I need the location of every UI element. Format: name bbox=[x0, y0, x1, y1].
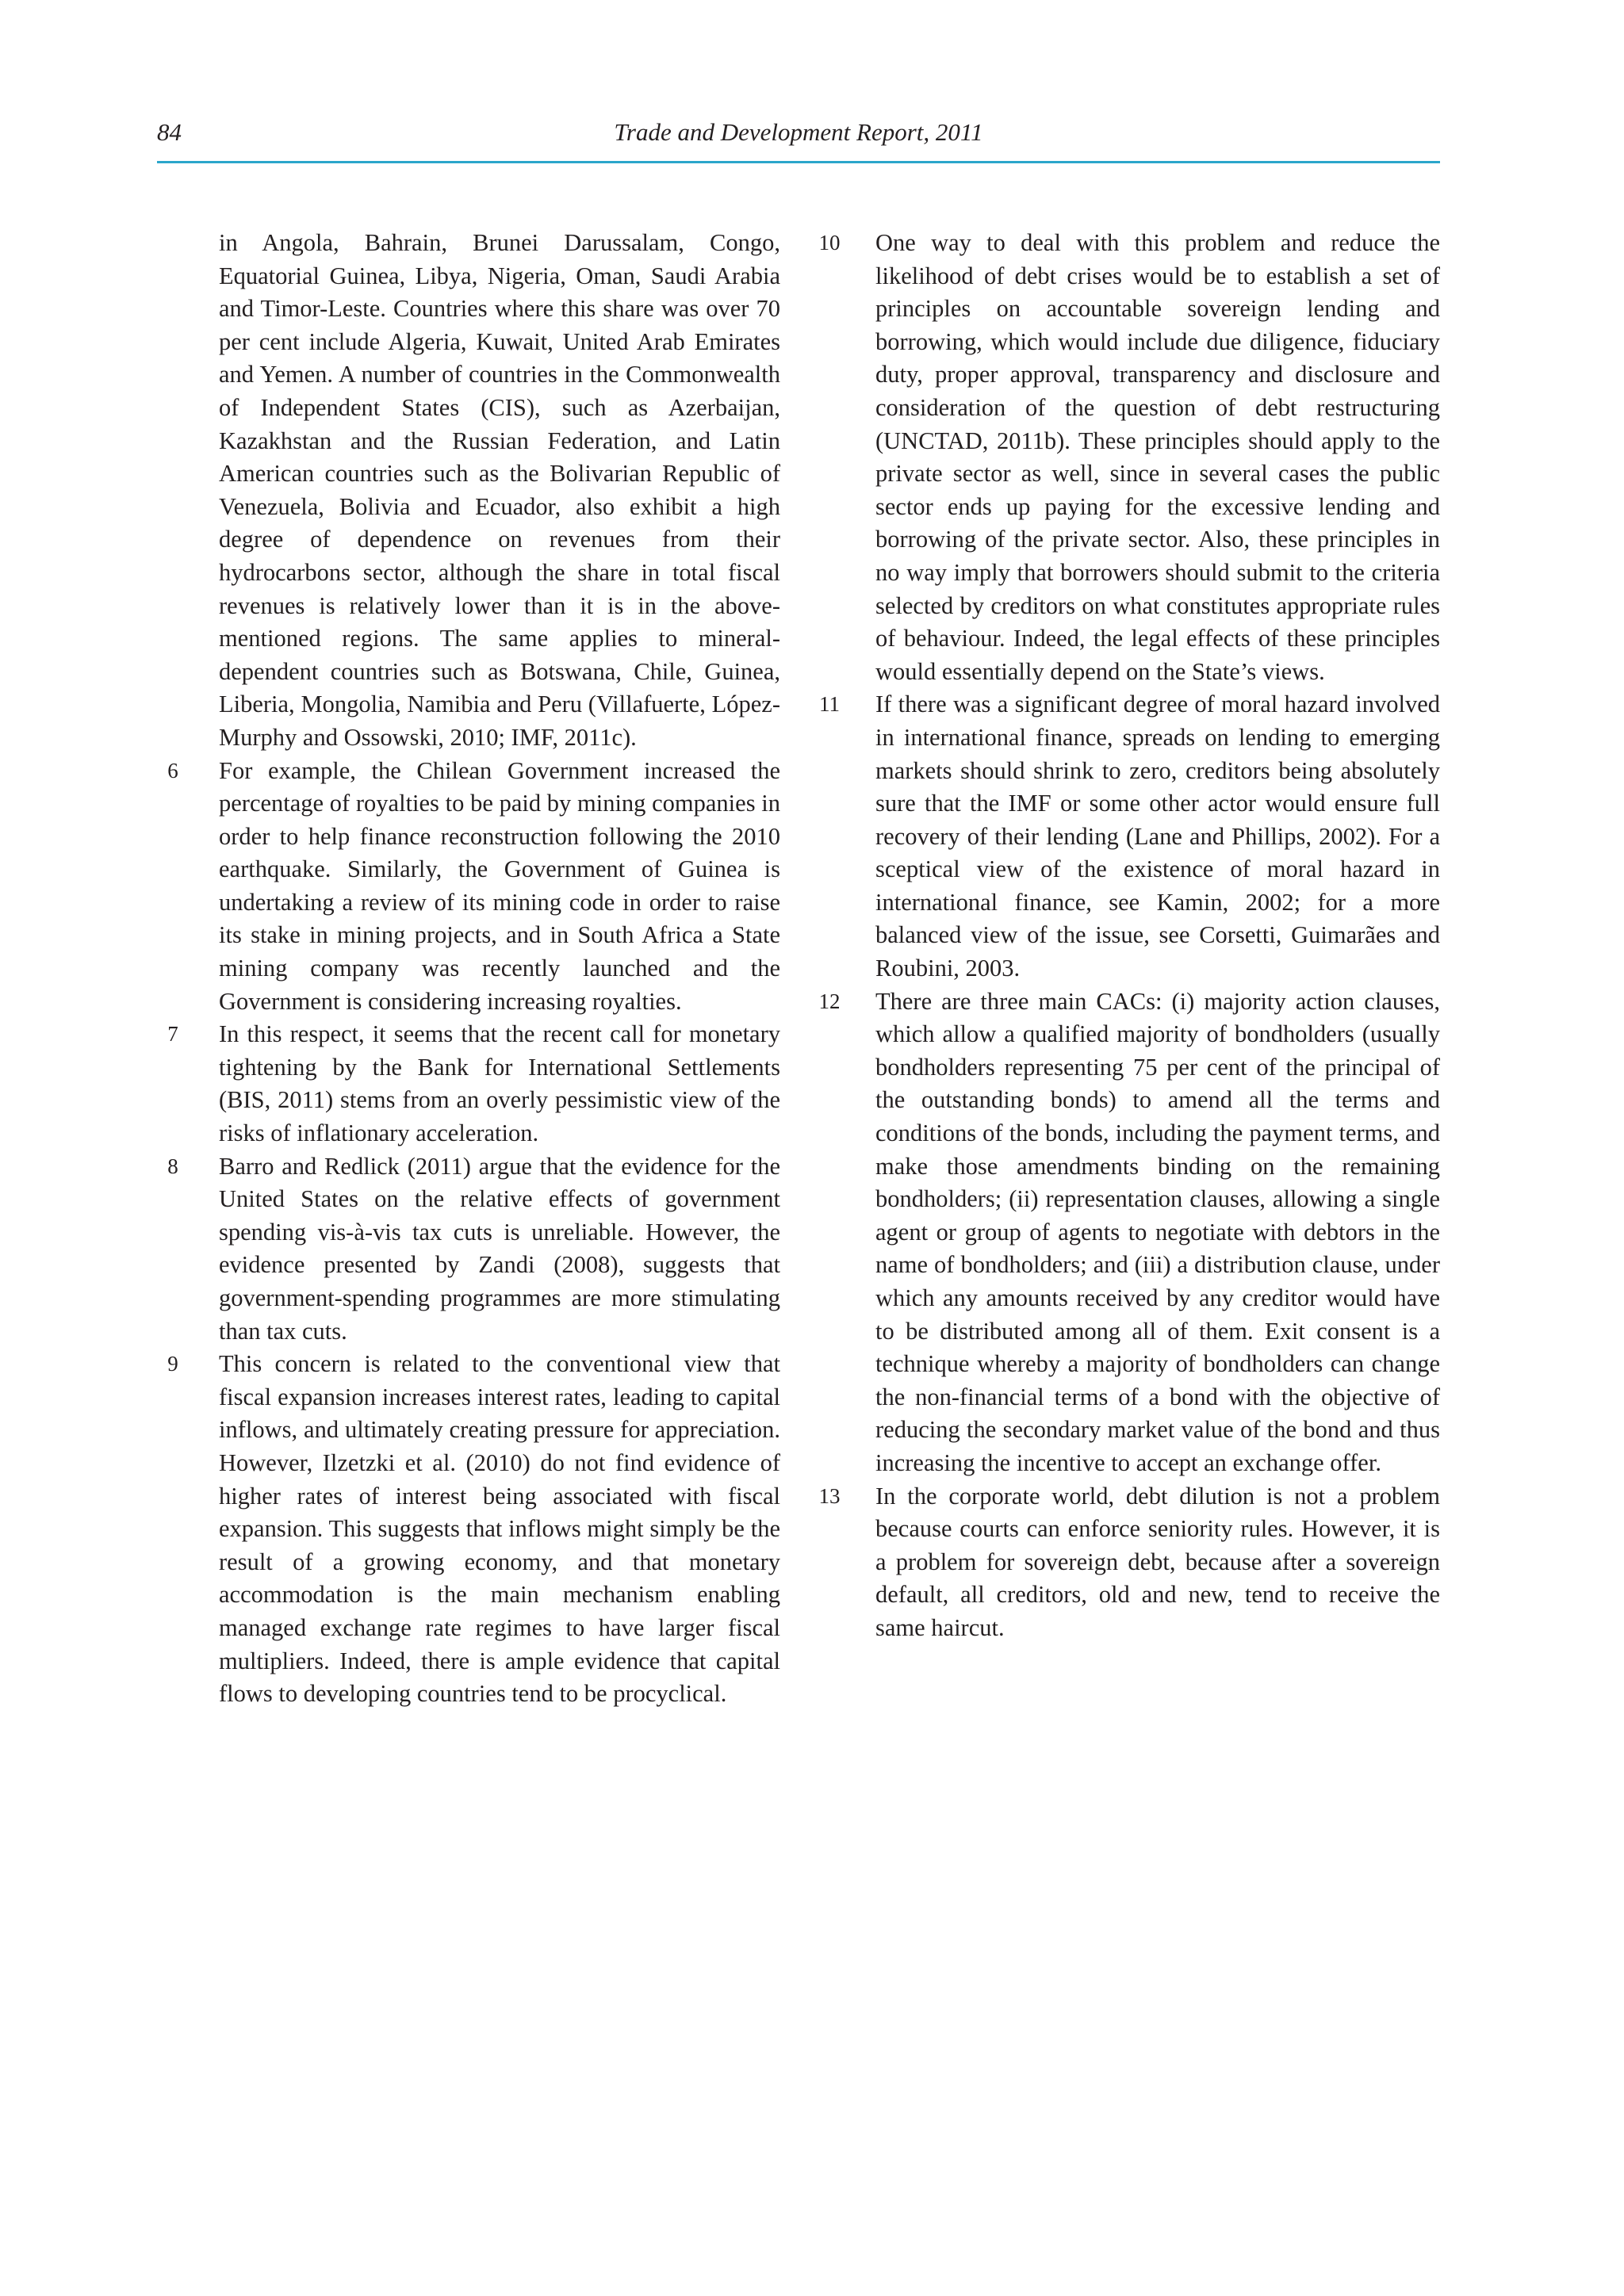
endnote-number: 11 bbox=[819, 692, 840, 717]
endnote-7 bbox=[157, 1018, 780, 1150]
endnote-10 bbox=[814, 227, 1440, 688]
endnote-number: 10 bbox=[818, 231, 841, 254]
left-column bbox=[157, 227, 780, 1711]
endnote-text: Barro and Redlick (2011) argue that the evidence for the United States on the relative effects of government spending vis-à-vis tax cuts is unreliable. However, the evidence presented by Zandi (2008), suggests that government-spending programmes are more stimulating than tax cuts. bbox=[219, 1152, 780, 1345]
endnote-11 bbox=[814, 688, 1440, 985]
endnote-number: 8 bbox=[167, 1154, 178, 1178]
endnote-number: 9 bbox=[167, 1352, 178, 1376]
endnote-text: This concern is related to the conventional view that fiscal expansion increases interest rates, leading to capital inflows, and ultimately creating pressure for appreciation. However, Ilzetzki et al. (2010) do not find evidence of higher rates of interest being associated with fiscal expansion. This suggests that inflows might simply be the result of a growing economy, and that monetary accommodation is the main mechanism enabling managed exchange rate regimes to have larger fiscal multipliers. Indeed, there is ample evidence that capital flows to developing countries tend to be procyclical. bbox=[219, 1350, 780, 1708]
endnote-number: 7 bbox=[167, 1022, 178, 1047]
endnote-text: If there was a significant degree of moral hazard involved in international finance, spreads on lending to emerging markets should shrink to zero, creditors being absolutely sure that the IMF or some other actor would ensure full recovery of their lending (Lane and Phillips, 2002). For a sceptical view of the existence of moral hazard in international finance, see Kamin, 2002; for a more balanced view of the issue, see Corsetti, Guimarães and Roubini, 2003. bbox=[875, 691, 1440, 982]
page-header bbox=[157, 113, 1440, 163]
endnote-6 bbox=[157, 755, 780, 1019]
right-column bbox=[814, 227, 1440, 1645]
endnote-8 bbox=[157, 1150, 780, 1349]
endnote-9 bbox=[157, 1348, 780, 1711]
endnote-13 bbox=[814, 1480, 1440, 1645]
endnote-text: in Angola, Bahrain, Brunei Darussalam, Congo, Equatorial Guinea, Libya, Nigeria, Oman, Saudi Arabia and Timor-Leste. Countries where this share was over 70 per cent include Algeria, Kuwait, United Arab Emirates and Yemen. A number of countries in the Commonwealth of Independent States (CIS), such as Azerbaijan, Kazakhstan and the Russian Federation, and Latin American countries such as the Bolivarian Republic of Venezuela, Bolivia and Ecuador, also exhibit a high degree of dependence on revenues from their hydrocarbons sector, although the share in total fiscal revenues is relatively lower than it is in the above-mentioned regions. The same applies to mineral-dependent countries such as Botswana, Chile, Guinea, Liberia, Mongolia, Namibia and Peru (Villafuerte, López-Murphy and Ossowski, 2010; IMF, 2011c). bbox=[219, 229, 780, 751]
endnote-12 bbox=[814, 985, 1440, 1480]
endnote-text: In the corporate world, debt dilution is not a problem because courts can enforce seniority rules. However, it is a problem for sovereign debt, because after a sovereign default, all creditors, old and new, tend to receive the same haircut. bbox=[875, 1482, 1440, 1641]
endnote-number: 13 bbox=[818, 1483, 841, 1508]
endnote-continued bbox=[157, 227, 780, 755]
endnote-number: 6 bbox=[167, 758, 178, 783]
endnote-text: There are three main CACs: (i) majority action clauses, which allow a qualified majority of bondholders (usually bondholders representing 75 per cent of the principal of the outstanding bonds) to amend all the terms and conditions of the bonds, including the payment terms, and make those amendments binding on the remaining bondholders; (ii) representation clauses, allowing a single agent or group of agents to negotiate with debtors in the name of bondholders; and (iii) a distribution clause, under which any amounts received by any creditor would have to be distributed among all of them. Exit consent is a technique whereby a majority of bondholders can change the non-financial terms of a bond with the objective of reducing the secondary market value of the bond and thus increasing the incentive to accept an exchange offer. bbox=[875, 987, 1440, 1476]
endnote-number: 12 bbox=[818, 989, 841, 1013]
endnote-text: In this respect, it seems that the recent call for monetary tightening by the Bank for International Settlements (BIS, 2011) stems from an overly pessimistic view of the risks of inflationary acceleration. bbox=[219, 1020, 780, 1147]
endnote-text: For example, the Chilean Government increased the percentage of royalties to be paid by mining companies in order to help finance reconstruction following the 2010 earthquake. Similarly, the Government of Guinea is undertaking a review of its mining code in order to raise its stake in mining projects, and in South Africa a State mining company was recently launched and the Government is considering increasing royalties. bbox=[219, 756, 780, 1015]
page-number: 84 bbox=[157, 118, 182, 146]
running-title: Trade and Development Report, 2011 bbox=[614, 118, 983, 146]
endnote-text: One way to deal with this problem and reduce the likelihood of debt crises would be to establish a set of principles on accountable sovereign lending and borrowing, which would include due diligence, fiduciary duty, proper approval, transparency and disclosure and consideration of the question of debt restructuring (UNCTAD, 2011b). These principles should apply to the private sector as well, since in several cases the public sector ends up paying for the excessive lending and borrowing of the private sector. Also, these principles in no way imply that borrowers should submit to the criteria selected by creditors on what constitutes appropriate rules of behaviour. Indeed, the legal effects of these principles would essentially depend on the State’s views. bbox=[875, 229, 1440, 685]
